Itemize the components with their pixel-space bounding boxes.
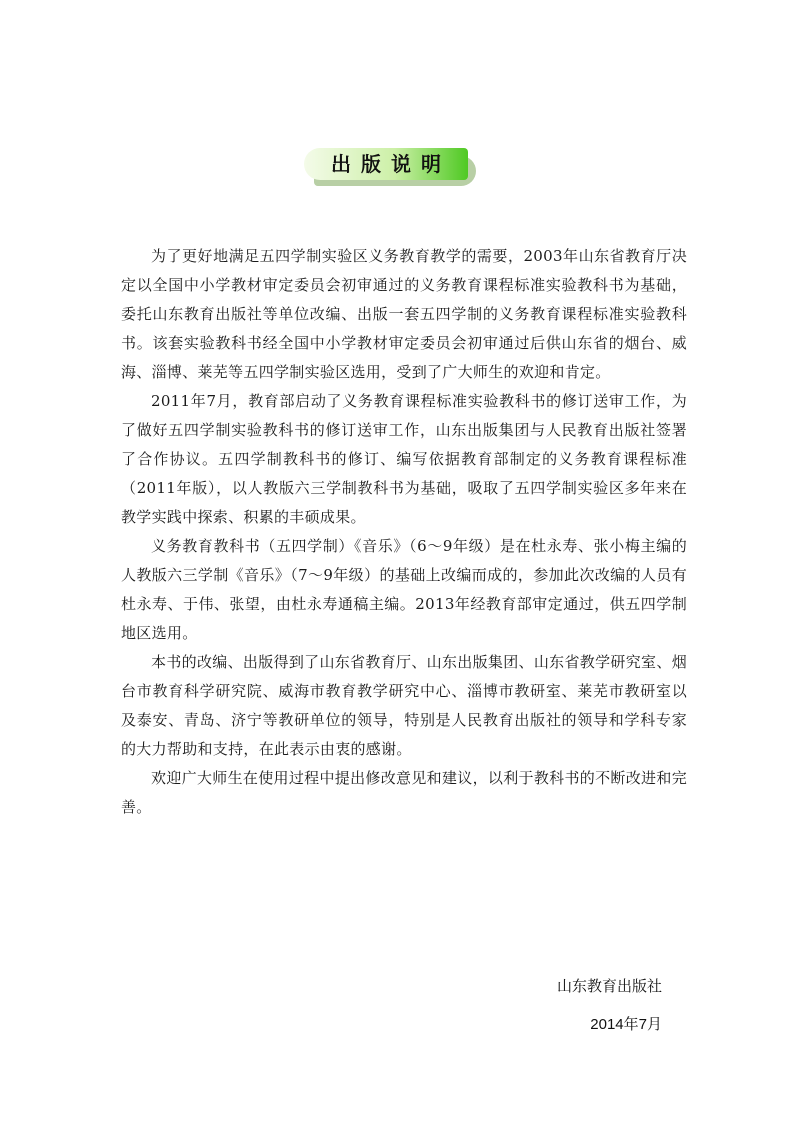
page-title: 出版说明: [331, 152, 451, 176]
publisher-signature: 山东教育出版社: [556, 978, 662, 995]
paragraph-2: 2011年7月，教育部启动了义务教育课程标准实验教科书的修订送审工作，为了做好五四学制实验教科书的修订送审工作，山东出版集团与人民教育出版社签署了合作协议。五四学制教科书的修订、编写依据教育部制定的义务教育课程标准（2011年版），以人教版六三学制教科书为基础，吸取了五四学制实验区多年来在教学实践中探索、积累的丰硕成果。: [121, 392, 687, 526]
paragraph-3: 义务教育教科书（五四学制）《音乐》（6～9年级）是在杜永寿、张小梅主编的人教版六三学制《音乐》（7～9年级）的基础上改编而成的，参加此次改编的人员有杜永寿、于伟、张望，由杜永寿通稿主编。2013年经教育部审定通过，供五四学制地区选用。: [121, 537, 687, 642]
document-body: [121, 242, 687, 822]
paragraph-4: 本书的改编、出版得到了山东省教育厅、山东出版集团、山东省教学研究室、烟台市教育科学研究院、威海市教育教学研究中心、淄博市教研室、莱芜市教研室以及泰安、青岛、济宁等教研单位的领导，特别是人民教育出版社的领导和学科专家的大力帮助和支持，在此表示由衷的感谢。: [121, 653, 687, 758]
title-banner: [304, 148, 476, 186]
paragraph-1: 为了更好地满足五四学制实验区义务教育教学的需要，2003年山东省教育厅决定以全国中小学教材审定委员会初审通过的义务教育课程标准实验教科书为基础，委托山东教育出版社等单位改编、出版一套五四学制的义务教育课程标准实验教科书。该套实验教科书经全国中小学教材审定委员会初审通过后供山东省的烟台、威海、淄博、莱芜等五四学制实验区选用，受到了广大师生的欢迎和肯定。: [121, 247, 687, 381]
signature-date: 2014年7月: [590, 1016, 662, 1033]
paragraph-5: 欢迎广大师生在使用过程中提出修改意见和建议，以利于教科书的不断改进和完善。: [121, 769, 687, 816]
